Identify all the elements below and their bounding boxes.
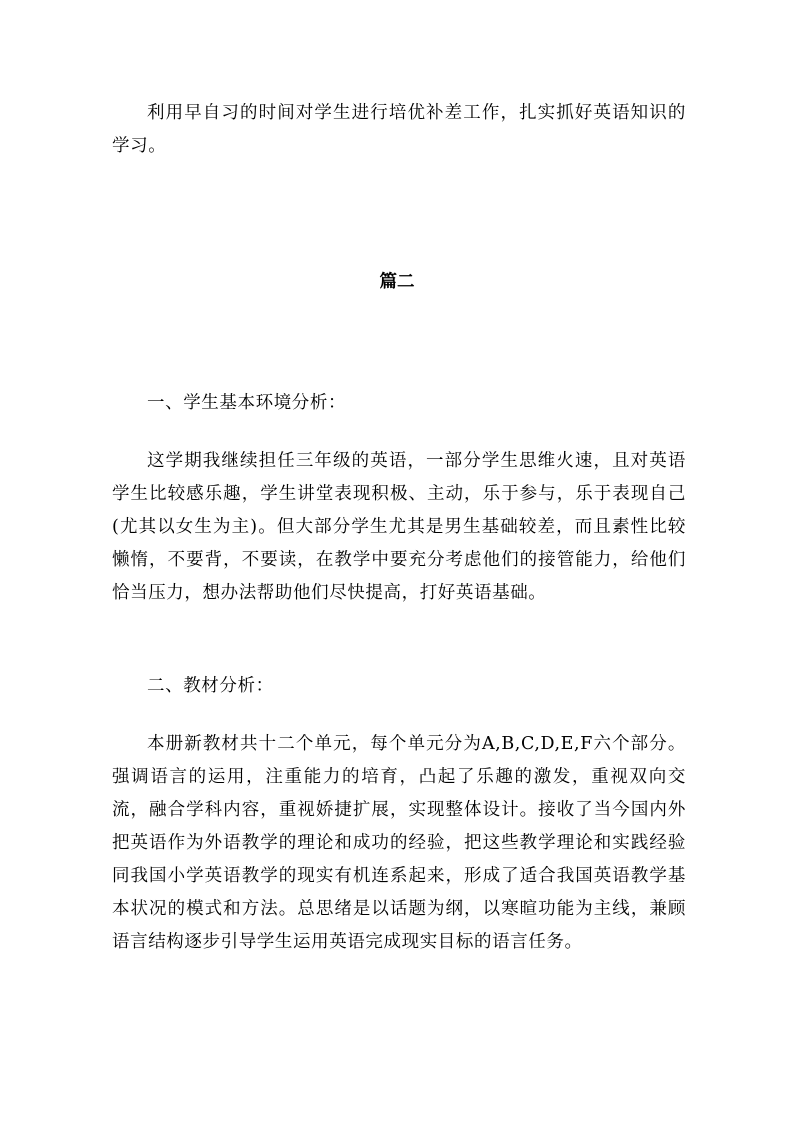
heading-textbook-analysis: 二、教材分析： [147, 676, 274, 696]
paragraph-student-analysis: 这学期我继续担任三年级的英语，一部分学生思维火速，且对英语学生比较感乐趣，学生讲堂表现积极、主动，乐于参与，乐于表现自己(尤其以女生为主)。但大部分学生尤其是男生基础较差，而且素性比较懒惰，不要背，不要读，在教学中要充分考虑他们的接管能力，给他们恰当压力，想办法帮助他们尽快提高，打好英语基础。 [112, 451, 686, 603]
section-title: 篇二 [379, 272, 415, 292]
heading-student-analysis: 一、学生基本环境分析： [147, 393, 347, 413]
paragraph-textbook-analysis: 本册新教材共十二个单元，每个单元分为A,B,C,D,E,F六个部分。强调语言的运用，注重能力的培育，凸起了乐趣的激发，重视双向交流，融合学科内容，重视娇捷扩展，实现整体设计。接收了当今国内外把英语作为外语教学的理论和成功的经验，把这些教学理论和实践经验同我国小学英语教学的现实有机连系起来，形成了适合我国英语教学基本状况的模式和方法。总思绪是以话题为纲，以寒暄功能为主线，兼顾语言结构逐步引导学生运用英语完成现实目标的语言任务。 [112, 734, 686, 952]
intro-paragraph: 利用早自习的时间对学生进行培优补差工作，扎实抓好英语知识的学习。 [112, 103, 686, 156]
